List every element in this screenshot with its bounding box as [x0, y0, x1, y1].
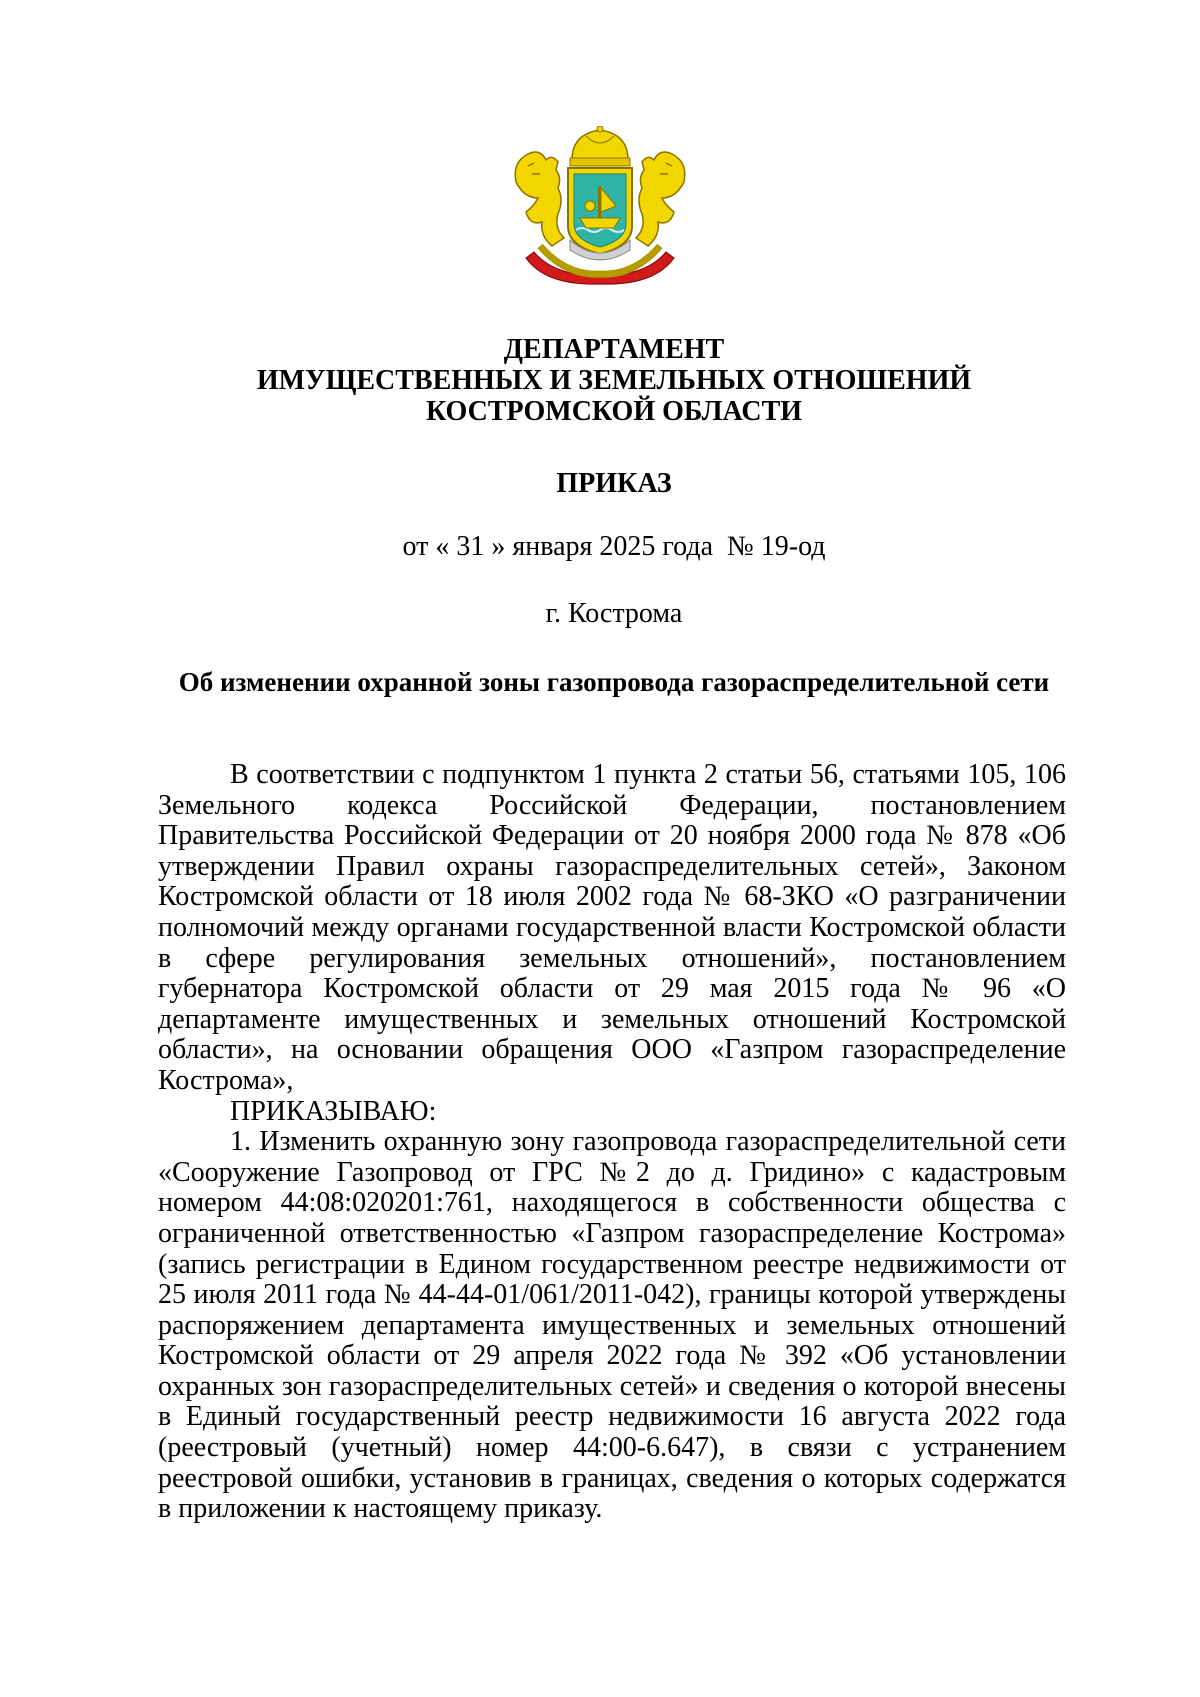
- org-line-2: ИМУЩЕСТВЕННЫХ И ЗЕМЕЛЬНЫХ ОТНОШЕНИЙ: [256, 365, 972, 396]
- document-place: г. Кострома: [545, 598, 683, 629]
- document-date-number: от « 31 » января 2025 года № 19-од: [402, 531, 826, 562]
- org-line-3: КОСТРОМСКОЙ ОБЛАСТИ: [425, 396, 803, 427]
- document-subject: Об изменении охранной зоны газопровода газораспределительной сети: [178, 667, 1050, 697]
- order-word: ПРИКАЗЫВАЮ:: [230, 1095, 437, 1127]
- document-body: [158, 760, 1066, 1525]
- preamble-paragraph: В соответствии с подпунктом 1 пункта 2 статьи 56, статьями 105, 106 Земельного кодекса Российской Федерации, постановлением Правительства Российской Федерации от 20 ноября 2000 года № 878 «Об утверждении Правил охраны газораспределительных сетей», Законом Костромской области от 18 июля 2002 года № 68-ЗКО «О разграничении полномочий между органами государственной власти Костромской области в сфере регулирования земельных отношений», постановлением губернатора Костромской области от 29 мая 2015 года № 96 «О департаменте имущественных и земельных отношений Костромской области», на основании обращения ООО «Газпром газораспределение Кострома»,: [158, 759, 1066, 1096]
- org-line-1: ДЕПАРТАМЕНТ: [503, 334, 725, 365]
- organization-name: [160, 334, 1068, 427]
- document-type: ПРИКАЗ: [556, 468, 672, 499]
- order-item-1: 1. Изменить охранную зону газопровода газораспределительной сети «Сооружение Газопровод от ГРС №2 до д. Гридино» с кадастровым номером 44:08:020201:761, находящегося в собственности общества с ограниченной ответственностью «Газпром газораспределение Кострома» (запись регистрации в Едином государственном реестре недвижимости от 25 июля 2011 года № 44-44-01/061/2011-042), границы которой утверждены распоряжением департамента имущественных и земельных отношений Костромской области от 29 апреля 2022 года № 392 «Об установлении охранных зон газораспределительных сетей» и сведения о которой внесены в Единый государственный реестр недвижимости 16 августа 2022 года (реестровый (учетный) номер 44:00-6.647), в связи с устранением реестровой ошибки, установив в границах, сведения о которых содержатся в приложении к настоящему приказу.: [158, 1126, 1066, 1525]
- coat-of-arms-icon: [506, 126, 694, 294]
